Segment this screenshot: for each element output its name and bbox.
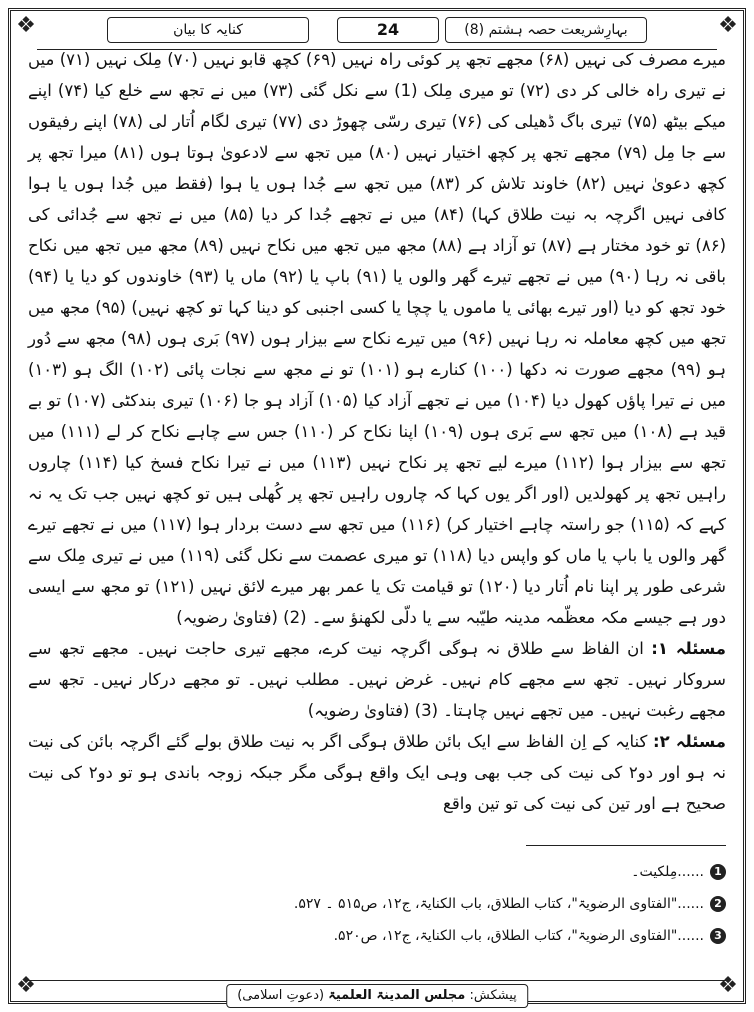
footnote (28, 888, 726, 920)
footnote-text: ......"الفتاوی الرضویۃ"، کتاب الطلاق، باب الکنایۃ، ج۱۲، ص۵۲۰. (333, 928, 704, 944)
footnote-number: 1 (710, 864, 726, 880)
masala-label: مسئلہ ۲: (653, 732, 726, 751)
footnote-rule (526, 845, 726, 846)
footnote-text: ......"الفتاوی الرضویۃ"، کتاب الطلاق، باب الکنایۃ، ج۱۲، ص۵۱۵ ۔ ۵۲۷. (293, 896, 704, 912)
footnote-text: ......مِلکیت۔ (631, 864, 704, 880)
book-title: بہارِشریعت حصہ ہشتم (8) (445, 17, 647, 43)
masala-text: کنایہ کے اِن الفاظ سے ایک بائن طلاق ہوگی اگر بہ نیت طلاق بولے گئے اگرچہ بائن کی نیت نہ ہو اور دو۲ کی نیت کی جب بھی وہی ایک واقع ہوگی مگر جبکہ زوجہ باندی ہو تو دو۲ کی نیت صحیح ہے اور تین کی نیت کی تو تین واقع (28, 732, 727, 813)
paragraph: میرے مصرف کی نہیں (۶۸) مجھے تجھ پر کوئی راہ نہیں (۶۹) کچھ قابو نہیں (۷۰) مِلک نہیں (۷۱) میں نے تیری راہ خالی کر دی (۷۲) تو میری مِلک (1) سے نکل گئی (۷۳) میں نے تجھ سے خلع کیا (۷۴) اپنے میکے بیٹھ (۷۵) تیری باگ ڈھیلی کی (۷۶) تیری رسّی چھوڑ دی (۷۷) تیری لگام اُتار لی (۷۸) اپنے رفیقوں سے جا مِل (۷۹) مجھے تجھ پر کچھ اختیار نہیں (۸۰) میں تجھ سے لادعویٰ ہوتا ہوں (۸۱) میرا تجھ پر کچھ دعویٰ نہیں (۸۲) خاوند تلاش کر (۸۳) میں تجھ سے جُدا ہوں یا ہوا (فقط میں جُدا ہوں یا ہوا کافی نہیں اگرچہ بہ نیت طلاق کہا) (۸۴) میں نے تجھے جُدا کر دیا (۸۵) میں نے تجھ سے جُدائی کی (۸۶) تو خود مختار ہے (۸۷) تو آزاد ہے (۸۸) مجھ میں تجھ میں نکاح نہیں (۸۹) مجھ میں تجھ میں نکاح باقی نہ رہا (۹۰) میں نے تجھے تیرے گھر والوں یا (۹۱) باپ یا (۹۲) ماں یا (۹۳) خاوندوں کو دیا یا (۹۴) خود تجھ کو دیا (اور تیرے بھائی یا ماموں یا چچا یا کسی اجنبی کو دینا کہا تو کچھ نہیں) (۹۵) مجھ میں تجھ میں کچھ معاملہ نہ رہا نہیں (۹۶) میں تیرے نکاح سے بیزار ہوں (۹۷) بَری ہوں (۹۸) مجھ سے دُور ہو (۹۹) مجھے صورت نہ دکھا (۱۰۰) کنارے ہو (۱۰۱) تو نے مجھ سے نجات پائی (۱۰۲) الگ ہو (۱۰۳) میں نے تیرا پاؤں کھول دیا (۱۰۴) میں نے تجھے آزاد کیا (۱۰۵) آزاد ہو جا (۱۰۶) تیری بندکٹی (۱۰۷) تو بے قید ہے (۱۰۸) میں تجھ سے بَری ہوں (۱۰۹) اپنا نکاح کر (۱۱۰) جس سے چاہے نکاح کر لے (۱۱۱) میں تجھ سے بیزار ہوا (۱۱۲) میرے لیے تجھ پر نکاح نہیں (۱۱۳) میں نے تیرا نکاح فسخ کیا (۱۱۴) چاروں راہیں تجھ پر کھولدیں (اور اگر یوں کہا کہ چاروں راہیں تجھ پر کُھلی ہیں تو کچھ نہیں جب تک یہ نہ کہے کہ (۱۱۵) جو راستہ چاہے اختیار کر) (۱۱۶) میں تجھ سے دست بردار ہوا (۱۱۷) میں نے تجھے تیرے گھر والوں یا باپ یا ماں کو واپس دیا (۱۱۸) تو میری عصمت سے نکل گئی (۱۱۹) میں نے تیری مِلک سے شرعی طور پر اپنا نام اُتار دیا (۱۲۰) تو قیامت تک یا عمر بھر میرے لائق نہیں (۱۲۱) تو مجھ سے ایسی دور ہے جیسے مکہ معظّمہ مدینہ طیّبہ سے یا دلّی لکھنؤ سے۔ (2) (فتاویٰ رضویہ) (28, 50, 727, 627)
masala-label: مسئلہ ۱: (651, 639, 727, 658)
corner-ornament-icon: ❖ (718, 973, 738, 998)
corner-ornament-icon: ❖ (16, 973, 36, 998)
footnotes (28, 856, 726, 952)
footnote-number: 3 (710, 928, 726, 944)
main-text (28, 44, 726, 819)
masala-2 (28, 726, 726, 819)
publisher-name: مجلس المدینۃ العلمیۃ (328, 988, 466, 1003)
footer-rule (26, 980, 728, 981)
footnote (28, 920, 726, 952)
page-footer (26, 980, 728, 1002)
page-number: 24 (337, 17, 439, 43)
footnote-number: 2 (710, 896, 726, 912)
masala-1 (28, 633, 726, 726)
footnote (28, 856, 726, 888)
publisher-box (226, 984, 528, 1008)
masala-text: ان الفاظ سے طلاق نہ ہوگی اگرچہ نیت کرے، مجھے تیری حاجت نہیں۔ مجھے تجھ سے سروکار نہیں۔ تجھ سے مجھے کام نہیں۔ غرض نہیں۔ مطلب نہیں۔ تو مجھے درکار نہیں۔ تجھ سے مجھے رغبت نہیں۔ میں تجھے نہیں چاہتا۔ (3) (فتاویٰ رضویہ) (28, 639, 726, 720)
page-header (37, 17, 717, 43)
corner-ornament-icon: ❖ (16, 13, 36, 38)
publisher-sub: (دعوتِ اسلامی) (237, 988, 325, 1003)
footer-prefix: پیشکش: (469, 988, 517, 1003)
corner-ornament-icon: ❖ (718, 13, 738, 38)
chapter-title: کنایہ کا بیان (107, 17, 309, 43)
